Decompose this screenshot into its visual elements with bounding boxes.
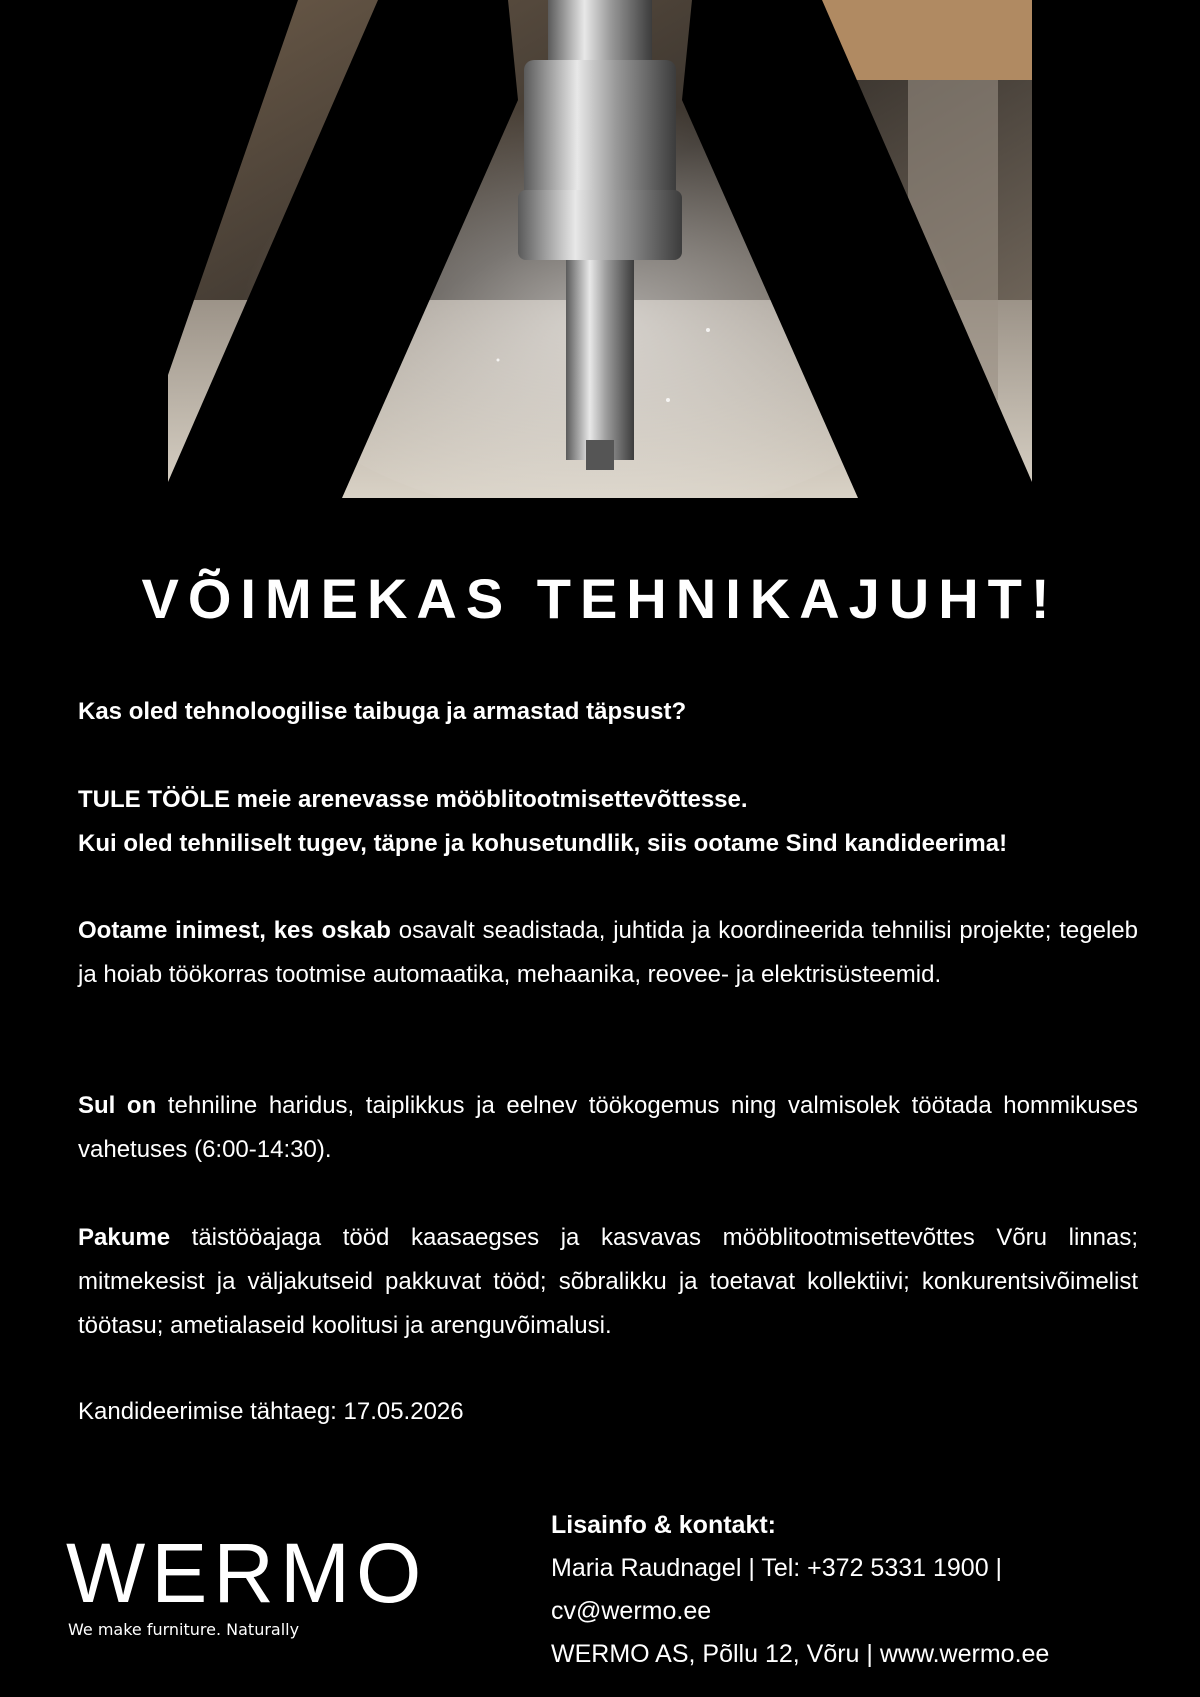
requirements-lead: Sul on [78, 1092, 157, 1119]
intro-question: Kas oled tehnoloogilise taibuga ja armastad täpsust? [78, 698, 687, 725]
contact-address-website[interactable]: WERMO AS, Põllu 12, Võru | www.wermo.ee [551, 1640, 1050, 1668]
offer-text: täistööajaga tööd kaasaegses ja kasvavas mööblitootmisettevõttes Võru linnas; mitmekesist ja väljakutseid pakkuvat tööd; sõbralikku ja toetavat kollektiivi; konkurentsivõimelist töötasu; ametialaseid koolitusi ja arenguvõimalusi. [78, 1224, 1138, 1339]
invitation-line-2: Kui oled tehniliselt tugev, täpne ja kohusetundlik, siis ootame Sind kandideerima! [78, 830, 1008, 857]
application-deadline: Kandideerimise tähtaeg: 17.05.2026 [78, 1398, 464, 1425]
offer-lead: Pakume [78, 1224, 171, 1251]
requirements-text: tehniline haridus, taiplikkus ja eelnev töökogemus ning valmisolek töötada hommikuses vahetuses (6:00-14:30). [78, 1092, 1138, 1163]
contact-block [551, 1504, 1171, 1676]
requirements-paragraph [78, 1084, 1138, 1172]
seeking-lead: Ootame inimest, kes oskab [78, 917, 391, 944]
seeking-paragraph [78, 909, 1138, 997]
contact-email[interactable]: cv@wermo.ee [551, 1597, 712, 1625]
logo-wordmark: WERMO [66, 1526, 428, 1620]
cnc-milling-photo-icon [168, 0, 1032, 498]
page-title: VÕIMEKAS TEHNIKAJUHT! [141, 567, 1059, 630]
offer-paragraph [78, 1216, 1138, 1348]
intro-invitation [78, 778, 1138, 866]
invitation-line-1: TULE TÖÖLE meie arenevasse mööblitootmisettevõttesse. [78, 786, 748, 813]
hero-image [168, 0, 1032, 498]
contact-heading: Lisainfo & kontakt: [551, 1511, 777, 1539]
seeking-text: osavalt seadistada, juhtida ja koordineerida tehnilisi projekte; tegeleb ja hoiab töökorras tootmise automaatika, mehaanika, reovee- ja elektrisüsteemid. [78, 917, 1138, 988]
logo-tagline: We make furniture. Naturally [68, 1620, 300, 1639]
contact-person-phone: Maria Raudnagel | Tel: +372 5331 1900 | [551, 1554, 1003, 1582]
wermo-logo [66, 1528, 426, 1648]
